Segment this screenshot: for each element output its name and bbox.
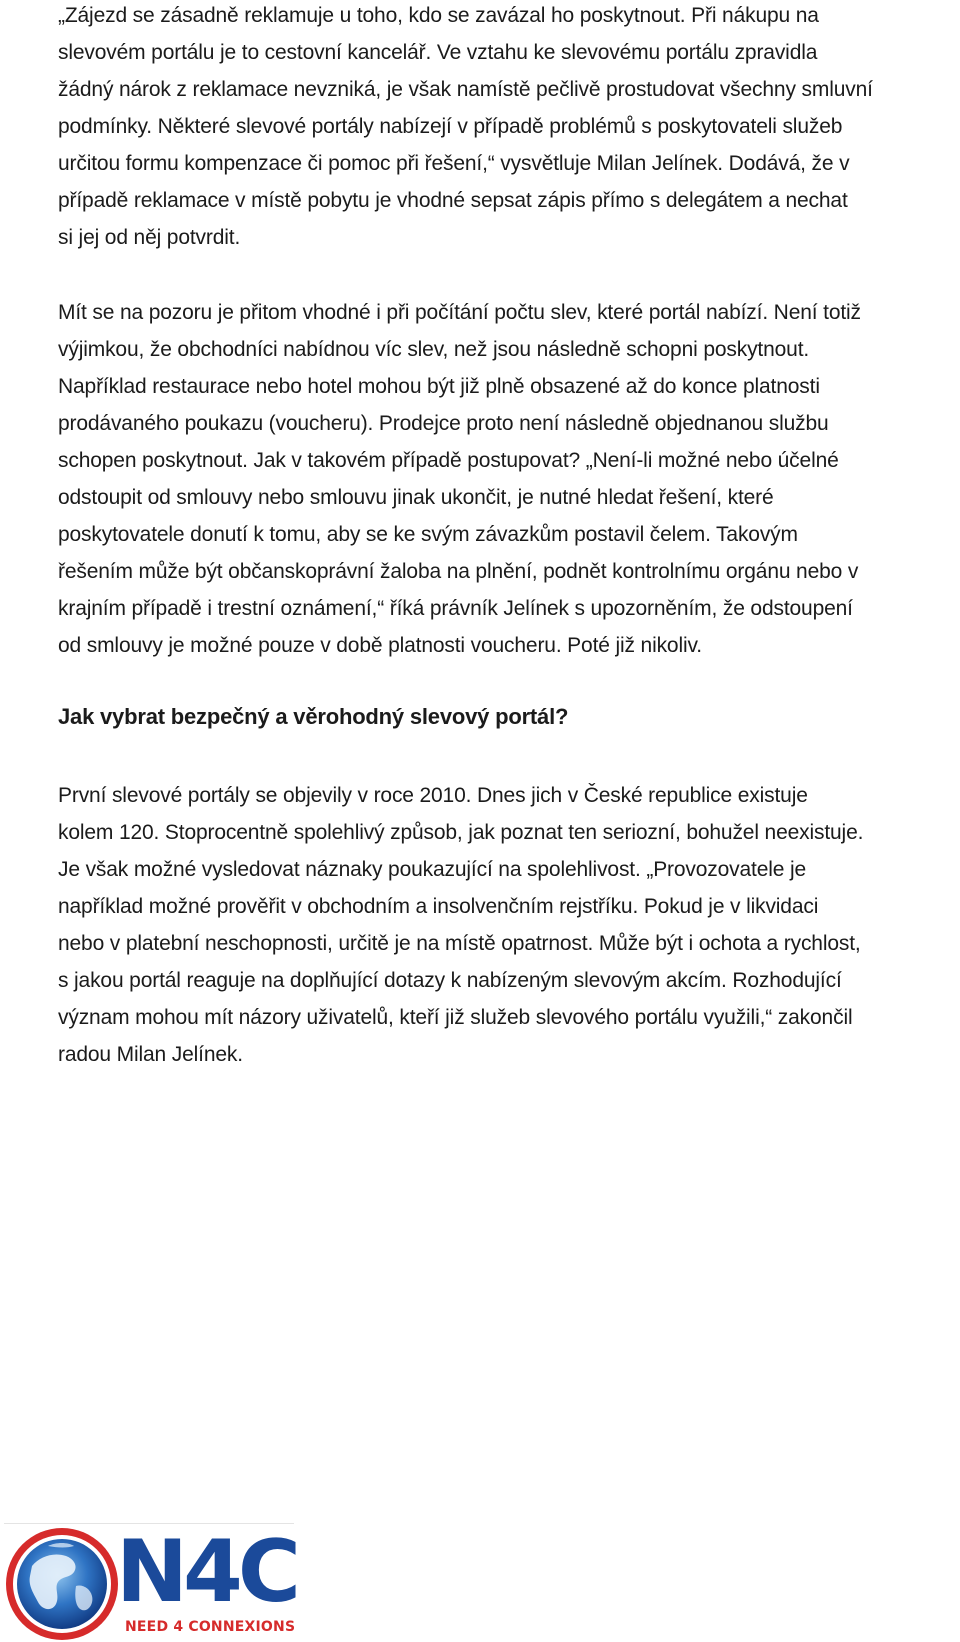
paragraph-2-line: výjimkou, že obchodníci nabídnou víc slev, než jsou následně schopni poskytnout.	[58, 338, 810, 361]
paragraph-1-line: případě reklamace v místě pobytu je vhodné sepsat zápis přímo s delegátem a nechat	[58, 189, 848, 212]
paragraph-3-line: například možné prověřit v obchodním a insolvenčním rejstříku. Pokud je v likvidaci	[58, 895, 819, 918]
paragraph-1	[58, 0, 948, 256]
paragraph-3-line: nebo v platební neschopnosti, určitě je na místě opatrnost. Může být i ochota a rychlost,	[58, 932, 861, 955]
logo-wordmark: N4C	[116, 1522, 296, 1622]
paragraph-2-line: schopen poskytnout. Jak v takovém případě postupovat? „Není-li možné nebo účelné	[58, 449, 839, 472]
paragraph-3	[58, 777, 948, 1073]
paragraph-3-line: s jakou portál reaguje na doplňující dotazy k nabízeným slevovým akcím. Rozhodující	[58, 969, 842, 992]
paragraph-1-line: podmínky. Některé slevové portály nabízejí v případě problémů s poskytovateli služeb	[58, 115, 843, 138]
paragraph-2-line: odstoupit od smlouvy nebo smlouvu jinak ukončit, je nutné hledat řešení, které	[58, 486, 774, 509]
logo-tagline: NEED 4 CONNEXIONS	[125, 1619, 296, 1635]
paragraph-2-line: od smlouvy je možné pouze v době platnosti voucheru. Poté již nikoliv.	[58, 634, 702, 657]
paragraph-1-line: „Zájezd se zásadně reklamuje u toho, kdo se zavázal ho poskytnout. Při nákupu na	[58, 4, 819, 27]
paragraph-1-line: žádný nárok z reklamace nevzniká, je však namístě pečlivě prostudovat všechny smluvní	[58, 78, 873, 101]
paragraph-2-line: Mít se na pozoru je přitom vhodné i při počítání počtu slev, které portál nabízí. Není totiž	[58, 301, 861, 324]
paragraph-2-line: krajním případě i trestní oznámení,“ říká právník Jelínek s upozorněním, že odstoupení	[58, 597, 853, 620]
paragraph-2-line: prodávaného poukazu (voucheru). Prodejce proto není následně objednanou službu	[58, 412, 829, 435]
paragraph-2-line: řešením může být občanskoprávní žaloba na plnění, podnět kontrolnímu orgánu nebo v	[58, 560, 859, 583]
n4c-logo	[4, 1523, 294, 1641]
globe-icon	[4, 1526, 120, 1642]
paragraph-3-line: První slevové portály se objevily v roce 2010. Dnes jich v České republice existuje	[58, 784, 808, 807]
paragraph-2-line: Například restaurace nebo hotel mohou být již plně obsazené až do konce platnosti	[58, 375, 820, 398]
paragraph-1-line: slevovém portálu je to cestovní kancelář. Ve vztahu ke slevovému portálu zpravidla	[58, 41, 818, 64]
paragraph-2	[58, 294, 948, 664]
paragraph-1-line: určitou formu kompenzace či pomoc při řešení,“ vysvětluje Milan Jelínek. Dodává, že v	[58, 152, 850, 175]
paragraph-3-line: kolem 120. Stoprocentně spolehlivý způsob, jak poznat ten seriozní, bohužel neexistuje.	[58, 821, 864, 844]
section-heading: Jak vybrat bezpečný a věrohodný slevový portál?	[58, 704, 569, 729]
paragraph-3-line: radou Milan Jelínek.	[58, 1043, 243, 1066]
paragraph-1-line: si jej od něj potvrdit.	[58, 226, 241, 249]
paragraph-3-line: Je však možné vysledovat náznaky poukazující na spolehlivost. „Provozovatele je	[58, 858, 807, 881]
paragraph-2-line: poskytovatele donutí k tomu, aby se ke svým závazkům postavil čelem. Takovým	[58, 523, 798, 546]
paragraph-3-line: význam mohou mít názory uživatelů, kteří již služeb slevového portálu využili,“ zakončil	[58, 1006, 853, 1029]
